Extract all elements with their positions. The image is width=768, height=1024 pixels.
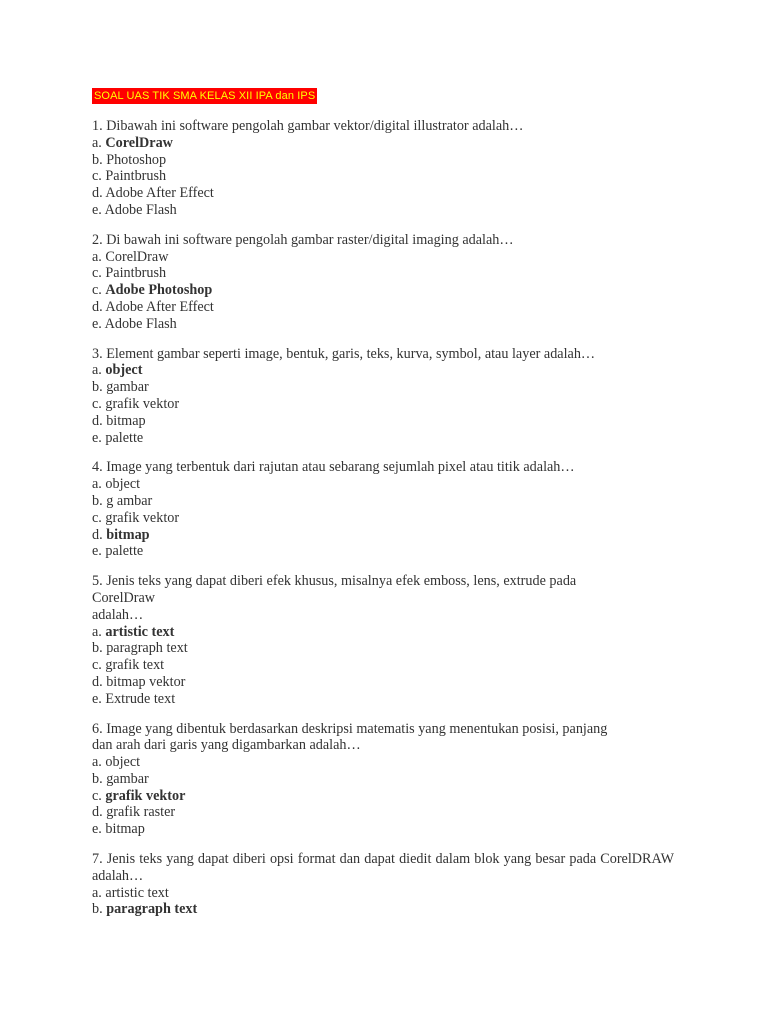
option: d. Adobe After Effect	[92, 298, 214, 315]
question-1	[92, 118, 674, 219]
option: d. bitmap	[92, 526, 150, 543]
question-text: 3. Element gambar seperti image, bentuk, garis, teks, kurva, symbol, atau layer adalah…	[92, 345, 596, 362]
option: c. grafik vektor	[92, 787, 186, 804]
option: a. object	[92, 754, 141, 771]
correct-answer: grafik vektor	[105, 787, 186, 804]
option: a. artistic text	[92, 623, 175, 640]
question-text: adalah…	[92, 606, 144, 623]
correct-answer: artistic text	[105, 623, 175, 640]
option: c. grafik vektor	[92, 509, 180, 526]
option: d. bitmap	[92, 412, 146, 429]
question-text: dan arah dari garis yang digambarkan adalah…	[92, 737, 361, 754]
question-text: 6. Image yang dibentuk berdasarkan deskripsi matematis yang menentukan posisi, panjang	[92, 720, 608, 737]
option: b. gambar	[92, 379, 149, 396]
option: c. Adobe Photoshop	[92, 282, 213, 299]
question-list	[92, 118, 674, 931]
option: d. Adobe After Effect	[92, 185, 214, 202]
question-text: CorelDraw	[92, 589, 156, 606]
question-text: 7. Jenis teks yang dapat diberi opsi format dan dapat diedit dalam blok yang besar pada CorelDRAW adalah…	[92, 851, 674, 884]
option: c. grafik text	[92, 657, 165, 674]
question-text: 5. Jenis teks yang dapat diberi efek khusus, misalnya efek emboss, lens, extrude pada	[92, 573, 577, 590]
option: b. g ambar	[92, 492, 153, 509]
option: e. palette	[92, 429, 144, 446]
option: e. bitmap	[92, 821, 145, 838]
option: e. Adobe Flash	[92, 315, 177, 332]
option: e. palette	[92, 543, 144, 560]
option: e. Extrude text	[92, 690, 176, 707]
question-4	[92, 459, 674, 560]
option: d. bitmap vektor	[92, 673, 186, 690]
option: c. grafik vektor	[92, 395, 180, 412]
option: a. CorelDraw	[92, 134, 173, 151]
correct-answer: Adobe Photoshop	[105, 282, 213, 299]
question-text: 1. Dibawah ini software pengolah gambar vektor/digital illustrator adalah…	[92, 118, 524, 134]
question-2	[92, 232, 674, 333]
option: a. artistic text	[92, 884, 169, 901]
question-7	[92, 851, 674, 918]
option: a. object	[92, 476, 141, 493]
question-text: 4. Image yang terbentuk dari rajutan atau sebarang sejumlah pixel atau titik adalah…	[92, 459, 575, 476]
question-6	[92, 721, 674, 839]
option: b. paragraph text	[92, 640, 188, 657]
question-text: 2. Di bawah ini software pengolah gambar raster/digital imaging adalah…	[92, 231, 514, 248]
correct-answer: bitmap	[106, 526, 150, 543]
option: c. Paintbrush	[92, 265, 167, 282]
question-3	[92, 346, 674, 447]
question-5	[92, 573, 674, 707]
page-title: SOAL UAS TIK SMA KELAS XII IPA dan IPS	[94, 90, 316, 102]
option: c. Paintbrush	[92, 168, 167, 185]
correct-answer: paragraph text	[106, 901, 198, 918]
option: e. Adobe Flash	[92, 201, 177, 218]
correct-answer: object	[105, 362, 143, 379]
correct-answer: CorelDraw	[105, 134, 173, 151]
option: b. gambar	[92, 770, 149, 787]
option: b. Photoshop	[92, 151, 167, 168]
option: d. grafik raster	[92, 804, 176, 821]
option: a. CorelDraw	[92, 248, 169, 265]
option: b. paragraph text	[92, 901, 198, 918]
option: a. object	[92, 362, 143, 379]
